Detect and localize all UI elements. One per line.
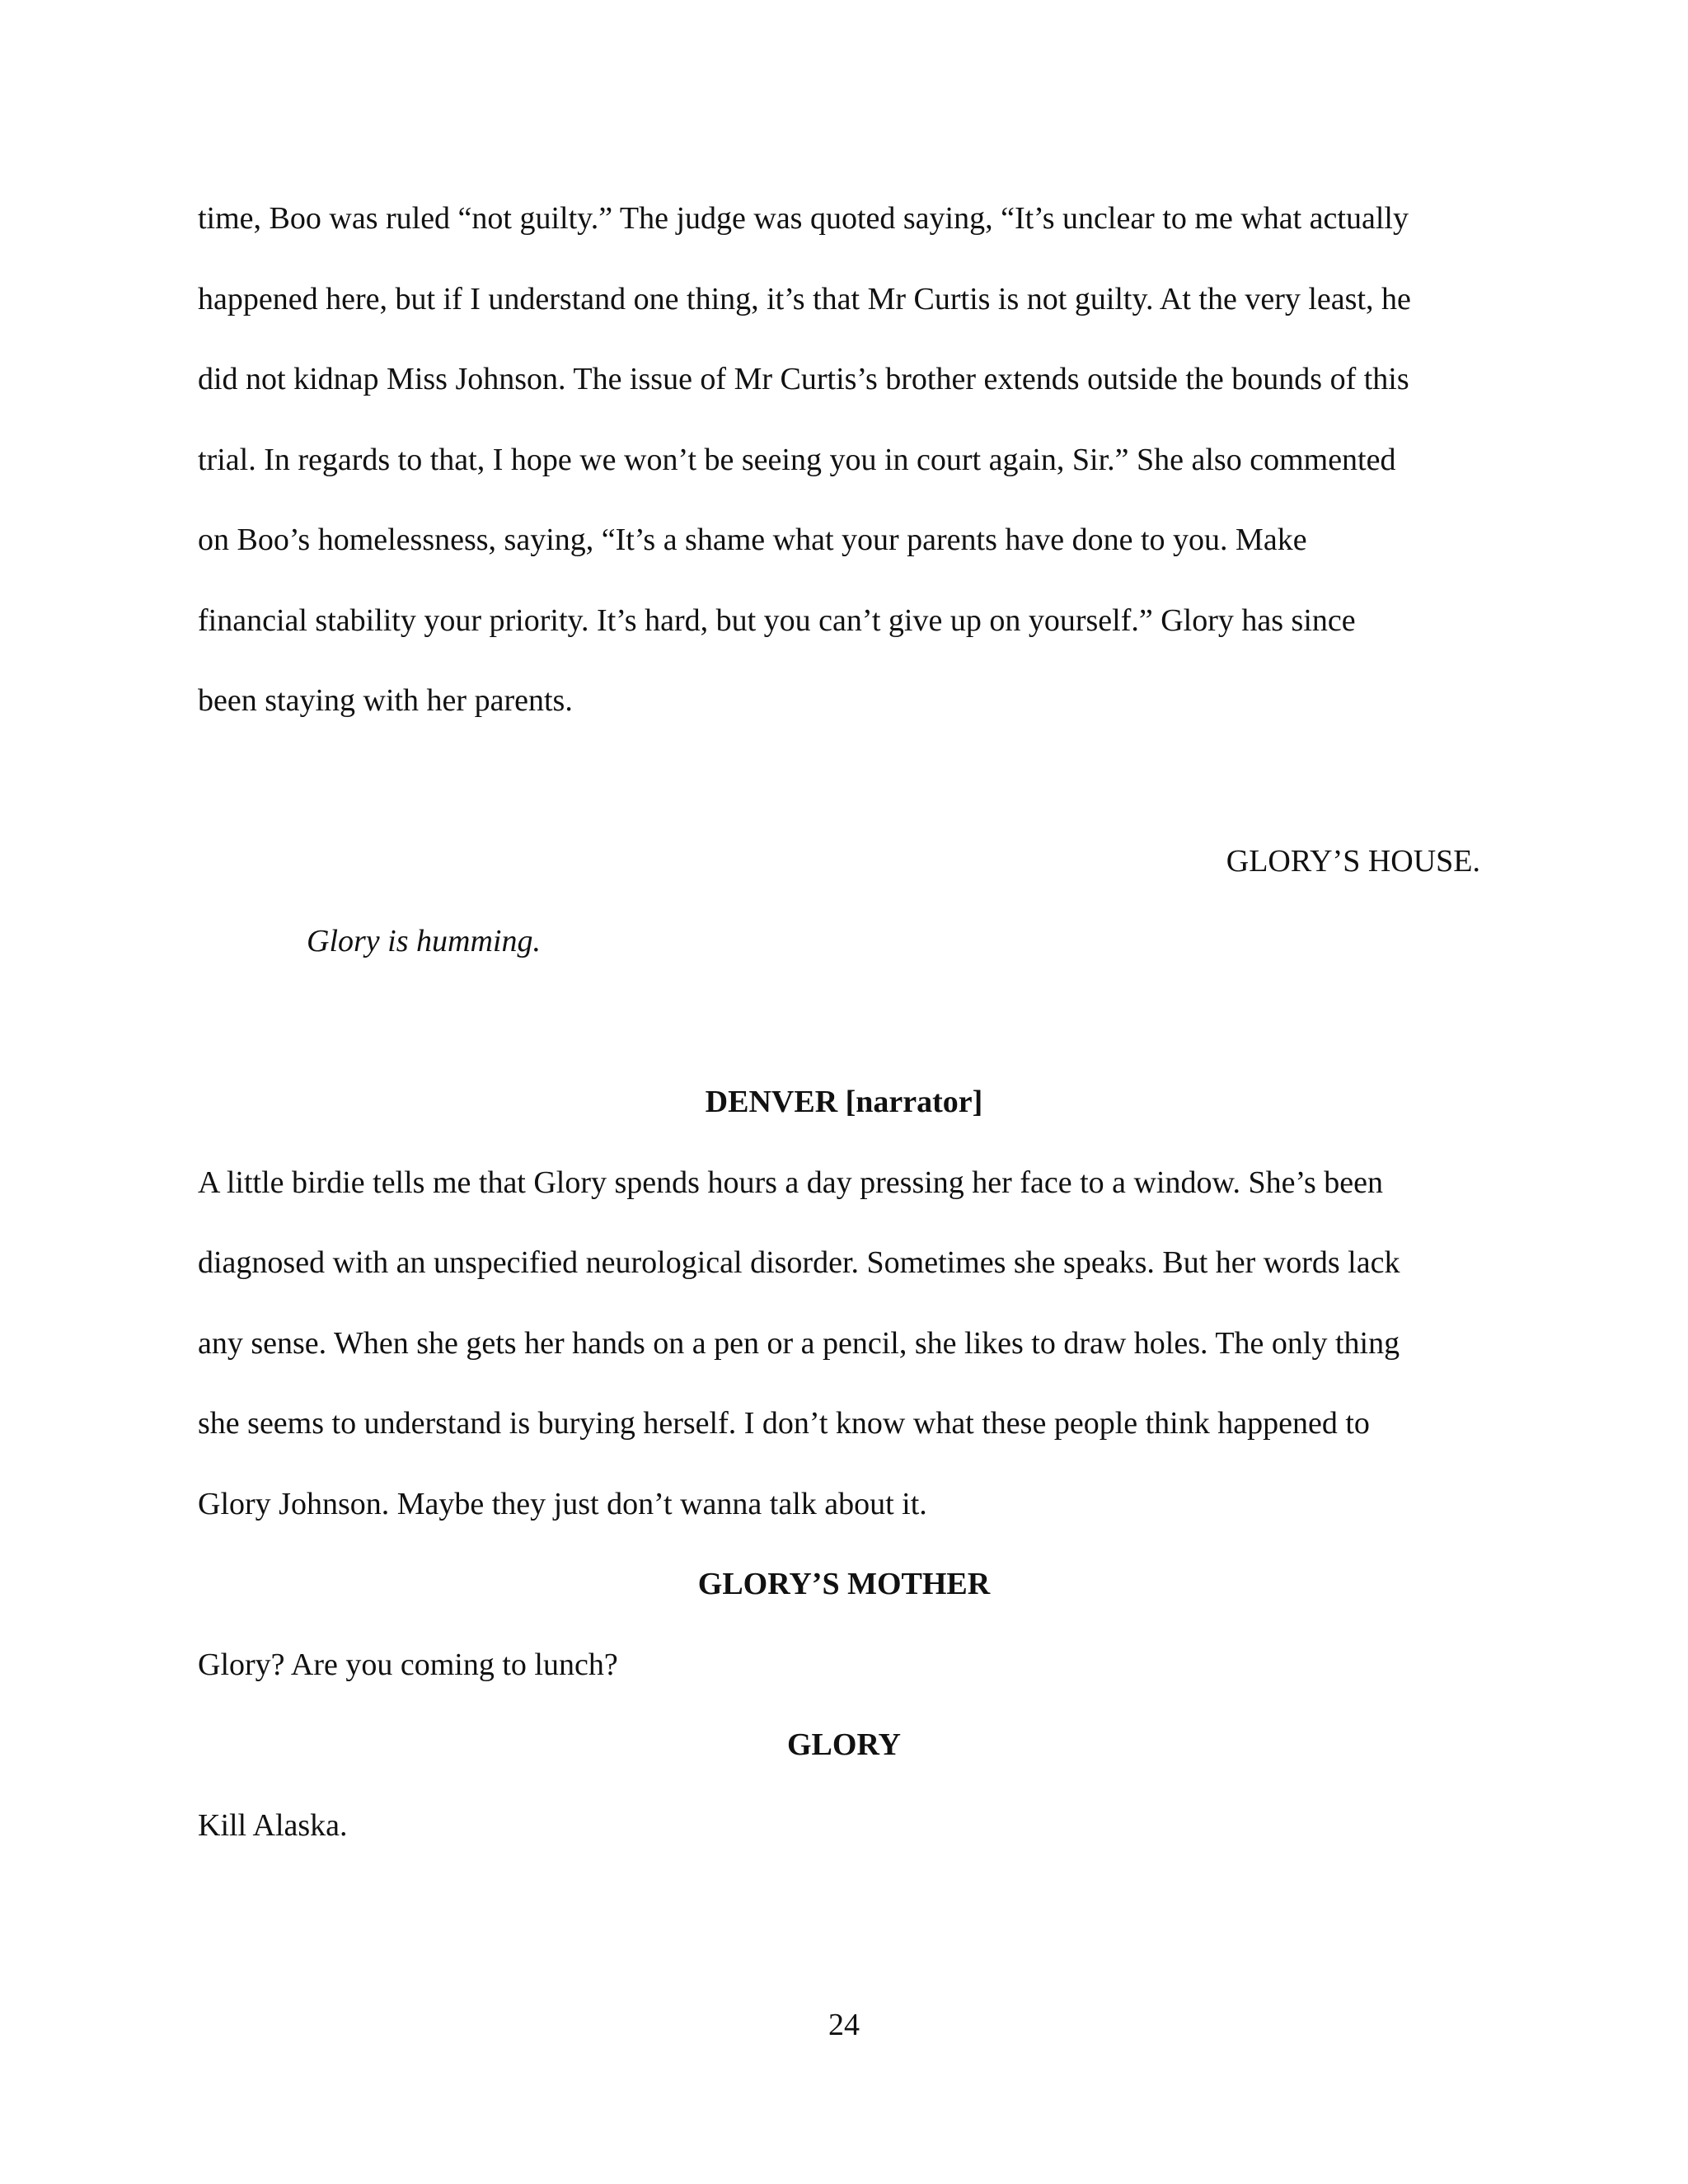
speech-line: A little birdie tells me that Glory spends hours a day pressing her face to a window. She’s been: [198, 1165, 1384, 1200]
paragraph-line: been staying with her parents.: [198, 683, 573, 718]
paragraph-line: financial stability your priority. It’s hard, but you can’t give up on yourself.” Glory has since: [198, 603, 1356, 638]
paragraph-line: happened here, but if I understand one thing, it’s that Mr Curtis is not guilty. At the very least, he: [198, 282, 1411, 316]
speech-line: Glory? Are you coming to lunch?: [198, 1647, 618, 1682]
speech-line: any sense. When she gets her hands on a pen or a pencil, she likes to draw holes. The only thing: [198, 1326, 1400, 1361]
paragraph-line: on Boo’s homelessness, saying, “It’s a shame what your parents have done to you. Make: [198, 523, 1307, 557]
stage-direction: Glory is humming.: [307, 924, 541, 958]
speaker-name: GLORY: [786, 1727, 901, 1762]
speech-line: diagnosed with an unspecified neurological disorder. Sometimes she speaks. But her words lack: [198, 1245, 1400, 1280]
speech-line: Glory Johnson. Maybe they just don’t wanna talk about it.: [198, 1487, 927, 1521]
speech-line: Kill Alaska.: [198, 1808, 348, 1843]
speech-line: she seems to understand is burying herself. I don’t know what these people think happened to: [198, 1406, 1370, 1441]
scene-heading: GLORY’S HOUSE.: [1226, 844, 1480, 879]
paragraph-line: time, Boo was ruled “not guilty.” The judge was quoted saying, “It’s unclear to me what actually: [198, 201, 1409, 236]
paragraph-line: did not kidnap Miss Johnson. The issue of Mr Curtis’s brother extends outside the bounds of this: [198, 362, 1409, 396]
page-number: 24: [828, 2008, 860, 2042]
speaker-name: DENVER [narrator]: [705, 1085, 983, 1119]
speaker-name: GLORY’S MOTHER: [697, 1567, 991, 1601]
paragraph-line: trial. In regards to that, I hope we won’t be seeing you in court again, Sir.” She also commented: [198, 443, 1396, 477]
